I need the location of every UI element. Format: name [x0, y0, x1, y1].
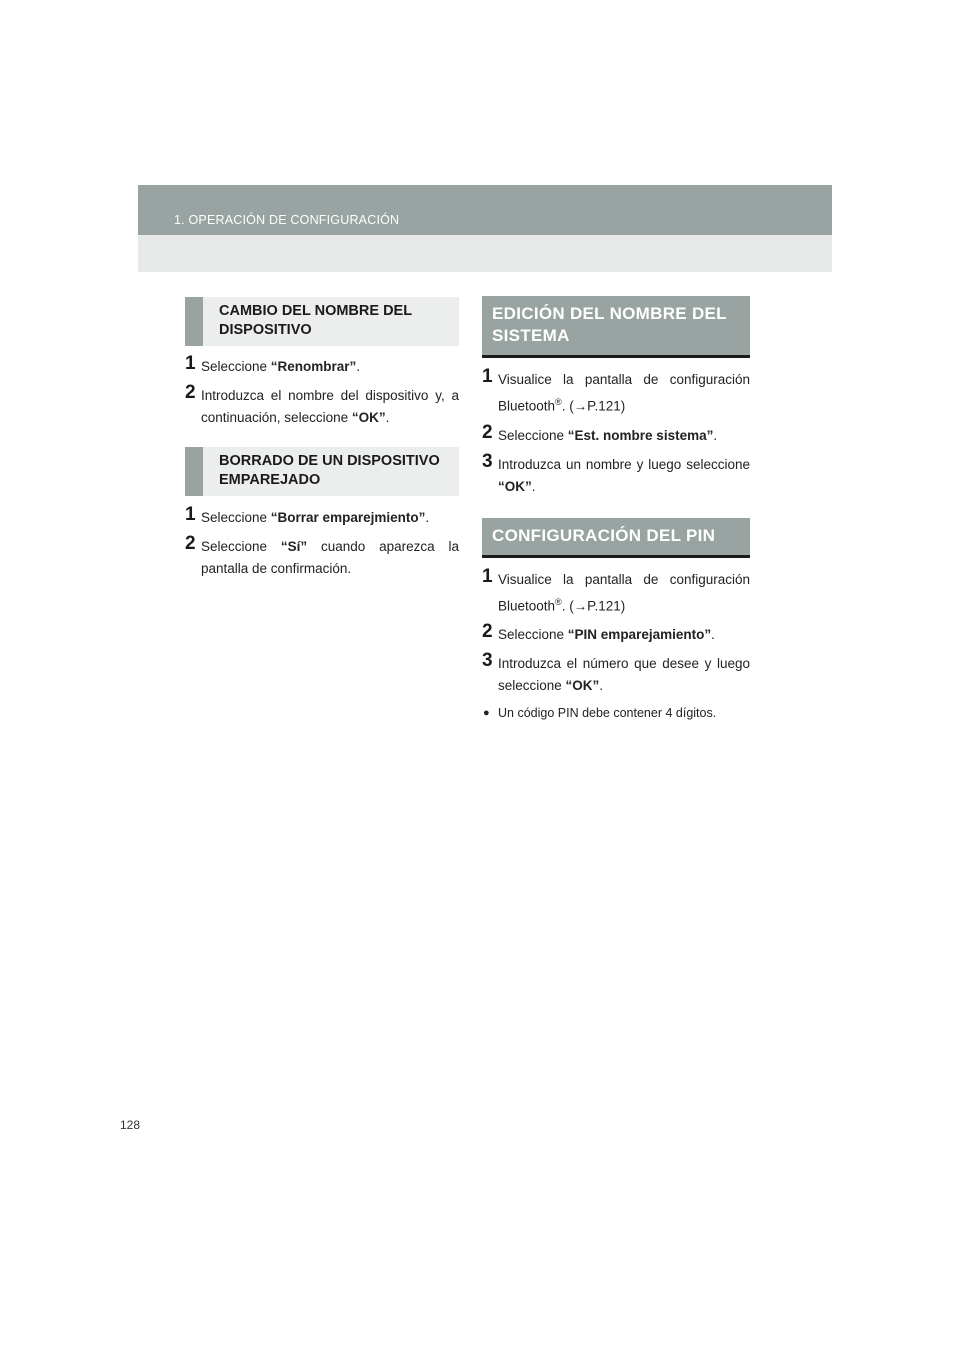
- step-text: Seleccione: [201, 510, 271, 525]
- step-text-end: . (→P.121): [561, 398, 626, 414]
- step-text: Seleccione: [498, 627, 568, 642]
- rename-device-heading: CAMBIO DEL NOMBRE DEL DISPOSITIVO: [185, 297, 459, 346]
- registered-mark: ®: [555, 596, 562, 607]
- step-item: [185, 504, 459, 529]
- bullet-icon: ●: [483, 707, 490, 719]
- delete-steps: [185, 504, 459, 580]
- step-item: [482, 421, 750, 447]
- step-text-end: .: [713, 427, 718, 443]
- step-number: 1: [482, 366, 493, 387]
- step-text: Visualice la pantalla de configuración Bluetooth: [498, 372, 750, 414]
- step-option: “Borrar emparejmiento”: [270, 510, 426, 525]
- right-column: [482, 296, 750, 722]
- step-number: 2: [185, 533, 196, 554]
- system-name-steps: [482, 366, 750, 498]
- step-number: 1: [185, 353, 196, 374]
- page-number: 128: [120, 1118, 141, 1132]
- step-item: [482, 650, 750, 697]
- step-number: 2: [482, 621, 493, 642]
- step-text-end: .: [356, 359, 361, 374]
- step-text: Introduzca un nombre y luego seleccione: [498, 456, 750, 472]
- step-text: Visualice la pantalla de configuración Bluetooth: [498, 571, 750, 613]
- left-column: [185, 297, 459, 587]
- step-item: [185, 353, 459, 378]
- step-item: [482, 565, 750, 618]
- pin-config-heading: CONFIGURACIÓN DEL PIN: [482, 518, 750, 558]
- step-text-end: .: [599, 678, 604, 693]
- pin-note: [482, 704, 750, 722]
- step-item: [482, 621, 750, 646]
- delete-device-heading: BORRADO DE UN DISPOSITIVO EMPAREJADO: [185, 447, 459, 496]
- step-text-end: .: [385, 410, 390, 425]
- step-text: Seleccione: [201, 359, 271, 374]
- step-text-end: .: [531, 478, 536, 494]
- step-number: 3: [482, 450, 493, 472]
- step-text-end: cuando aparezca la pantalla de confirmación.: [201, 539, 459, 576]
- step-item: [185, 533, 459, 580]
- step-text: Introduzca el nombre del dispositivo y, a continuación, seleccione: [201, 388, 459, 425]
- step-number: 1: [482, 565, 493, 587]
- step-text: Introduzca el número que desee y luego seleccione: [498, 656, 750, 693]
- step-text: Seleccione: [201, 539, 281, 554]
- step-item: [482, 366, 750, 418]
- step-item: [482, 450, 750, 498]
- step-option: “OK”: [565, 678, 600, 693]
- pin-steps: [482, 565, 750, 698]
- step-text-end: .: [711, 627, 715, 642]
- step-number: 1: [185, 504, 196, 525]
- step-option: “OK”: [351, 410, 386, 425]
- step-item: [185, 382, 459, 429]
- step-text-end: .: [425, 510, 430, 525]
- step-number: 2: [185, 382, 196, 403]
- section-title: 1. OPERACIÓN DE CONFIGURACIÓN: [174, 213, 400, 227]
- step-option: “PIN emparejamiento”: [567, 627, 712, 642]
- step-option: “OK”: [498, 478, 532, 494]
- step-option: “Est. nombre sistema”: [567, 427, 714, 443]
- registered-mark: ®: [555, 397, 562, 407]
- step-text-end: . (→P.121): [561, 598, 626, 613]
- page-header-bar: [138, 185, 832, 235]
- rename-steps: [185, 353, 459, 429]
- step-text: Seleccione: [498, 427, 568, 443]
- step-number: 2: [482, 421, 493, 443]
- page-header-band: [138, 235, 832, 272]
- step-option: “Renombrar”: [270, 359, 357, 374]
- step-number: 3: [482, 650, 493, 671]
- note-text: Un código PIN debe contener 4 dígitos.: [498, 706, 717, 720]
- system-name-heading: EDICIÓN DEL NOMBRE DEL SISTEMA: [482, 296, 750, 358]
- step-option: “Sí”: [280, 539, 308, 554]
